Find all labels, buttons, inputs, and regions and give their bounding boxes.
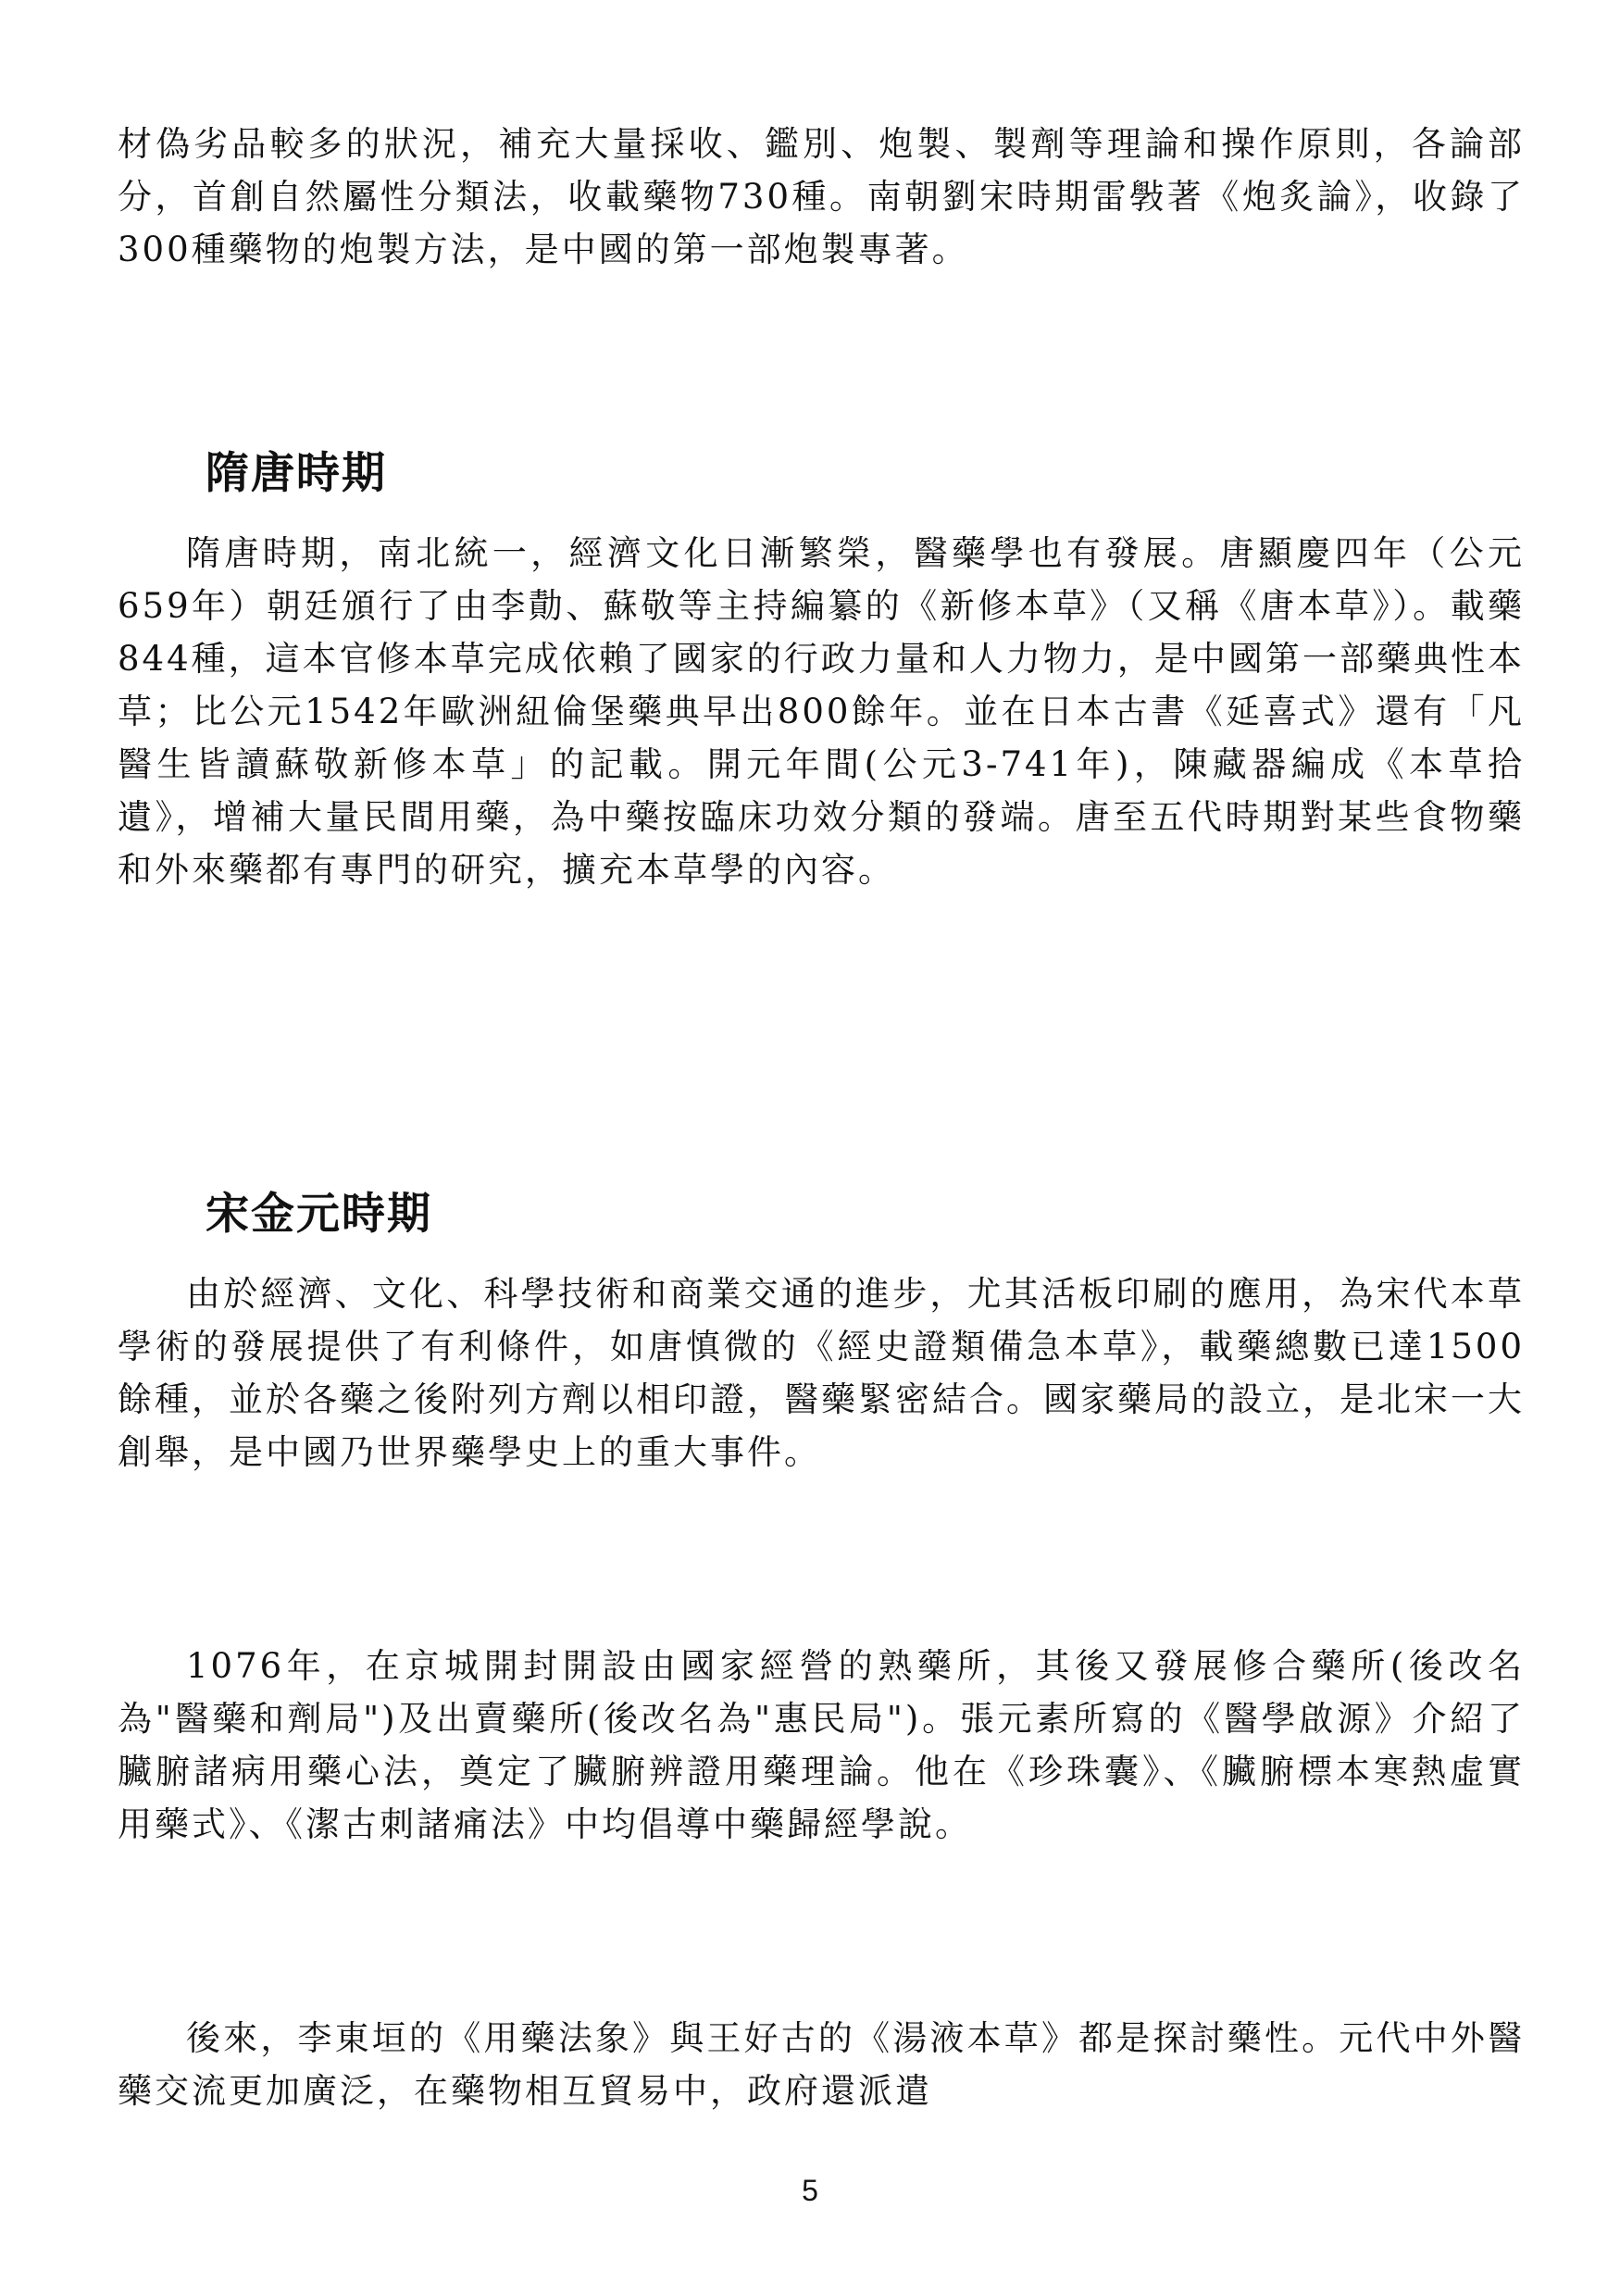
section-heading: 隋唐時期 [206,448,387,499]
section-heading: 宋金元時期 [206,1189,432,1240]
body-paragraph: 由於經濟、文化、科學技術和商業交通的進步，尤其活板印刷的應用，為宋代本草學術的發展提供了有利條件，如唐慎微的《經史證類備急本草》，載藥總數已達1500餘種，並於各藥之後附列方劑以相印證，醫藥緊密結合。國家藥局的設立，是北宋一大創舉，是中國乃世界藥學史上的重大事件。 [118,1274,1525,1472]
body-paragraph: 1076年，在京城開封開設由國家經營的熟藥所，其後又發展修合藥所(後改名為"醫藥和劑局")及出賣藥所(後改名為"惠民局")。張元素所寫的《醫學啟源》介紹了臟腑諸病用藥心法，奠定了臟腑辨證用藥理論。他在《珍珠囊》、《臟腑標本寒熱虛實用藥式》、《潔古刺諸痛法》中均倡導中藥歸經學說。 [118,1646,1525,1844]
body-paragraph: 材偽劣品較多的狀況，補充大量採收、鑑別、炮製、製劑等理論和操作原則，各論部分，首創自然屬性分類法，收載藥物730種。南朝劉宋時期雷斅著《炮炙論》，收錄了300種藥物的炮製方法，是中國的第一部炮製專著。 [118,124,1525,269]
page-number: 5 [802,2174,818,2207]
body-paragraph: 隋唐時期，南北統一，經濟文化日漸繁榮，醫藥學也有發展。唐顯慶四年（公元659年）朝廷頒行了由李勣、蘇敬等主持編纂的《新修本草》（又稱《唐本草》）。載藥844種，這本官修本草完成依賴了國家的行政力量和人力物力，是中國第一部藥典性本草；比公元1542年歐洲紐倫堡藥典早出800餘年。並在日本古書《延喜式》還有「凡醫生皆讀蘇敬新修本草」的記載。開元年間(公元3-741年)，陳藏器編成《本草拾遺》，增補大量民間用藥，為中藥按臨床功效分類的發端。唐至五代時期對某些食物藥和外來藥都有專門的研究，擴充本草學的內容。 [118,533,1525,890]
body-paragraph: 後來，李東垣的《用藥法象》與王好古的《湯液本草》都是探討藥性。元代中外醫藥交流更加廣泛，在藥物相互貿易中，政府還派遣 [118,2018,1525,2111]
